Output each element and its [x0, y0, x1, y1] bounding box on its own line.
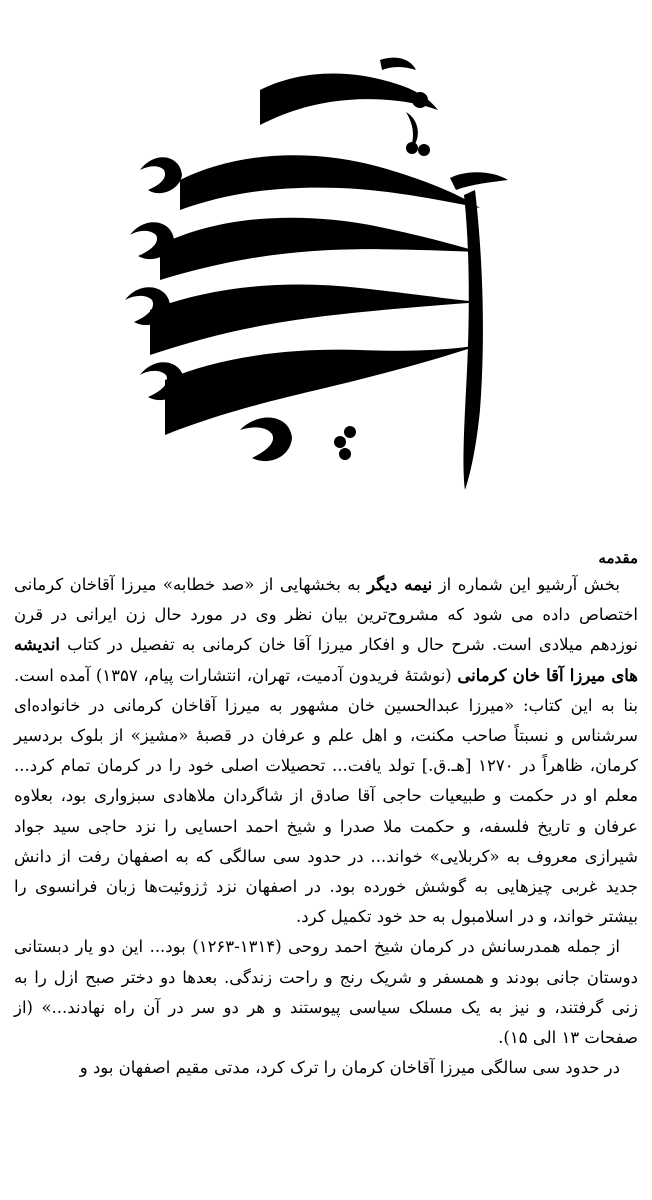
- paragraph-1-tail: (نوشتۀ فریدون آدمیت، تهران، انتشارات پیام، ۱۳۵۷) آمده است. بنا به این کتاب: «میرزا عبدالحسین خان مشهور به میرزا آقاخان کرمانی در خانواده‌ای سرشناس و نسبتاً صاحب مکنت، و اهل علم و عرفان در قصبۀ «مشیز» از بلوک بردسیر کرمان، ظاهراً در ۱۲۷۰ [هـ.ق.] تولد یافت... تحصیلات اصلی خود را در کرمان تمام کرد... معلم او در حکمت و طبیعیات حاجی آقا صادق از شاگردان ملاهادی سبزواری بود، بعلاوه عرفان و تاریخ فلسفه، و حکمت ملا صدرا و شیخ احمد احسایی را نزد حاجی سید جواد شیرازی معروف به «کربلایی» خواند... در حدود سی سالگی که به اصفهان رفت از دانش جدید غربی چیزهایی به گوشش خورده بود. در اصفهان نزد ژزوئیت‌ها زبان فرانسوی را بیشتر خواند، و در اسلامبول به حد خود تکمیل کرد.: [14, 665, 638, 927]
- paragraph-1-lead: بخش آرشیو این شماره از: [432, 575, 620, 594]
- book-title: اندیشه های میرزا آقا خان کرمانی: [14, 635, 639, 685]
- paragraph-3: [14, 1053, 638, 1083]
- paragraph-1: [14, 570, 638, 932]
- paragraph-2: [14, 932, 638, 1053]
- paragraph-3-text: در حدود سی سالگی میرزا آقاخان کرمان را ترک کرد، مدتی مقیم اصفهان بود و: [79, 1058, 620, 1078]
- paragraph-1-mid: به بخشهایی از «صد خطابه» میرزا آقاخان کرمانی اختصاص داده می شود که مشروح‌ترین بیان نظر وی در مورد حال زن ایرانی در قرن نوزدهم میلادی است. شرح حال و افکار میرزا آقا خان کرمانی به تفصیل در کتاب: [14, 575, 638, 655]
- article-body: [14, 548, 638, 1083]
- calligraphy-icon: [120, 30, 540, 500]
- archive-calligraphy-logo: [120, 30, 540, 500]
- journal-name: نیمه دیگر: [367, 575, 433, 594]
- section-heading: مقدمه: [598, 549, 638, 567]
- paragraph-2-text: از جمله همدرسانش در کرمان شیخ احمد روحی (۱۳۱۴-۱۲۶۳) بود... این دو یار دبستانی دوستان جانی بودند و همسفر و شریک رنج و راحت زندگی. بعدها دو دختر صبح ازل را به زنی گرفتند، و نیز به یک مسلک سیاسی پیوستند و هر دو سر در آن راه نهادند...» (از صفحات ۱۳ الی ۱۵).: [14, 937, 638, 1048]
